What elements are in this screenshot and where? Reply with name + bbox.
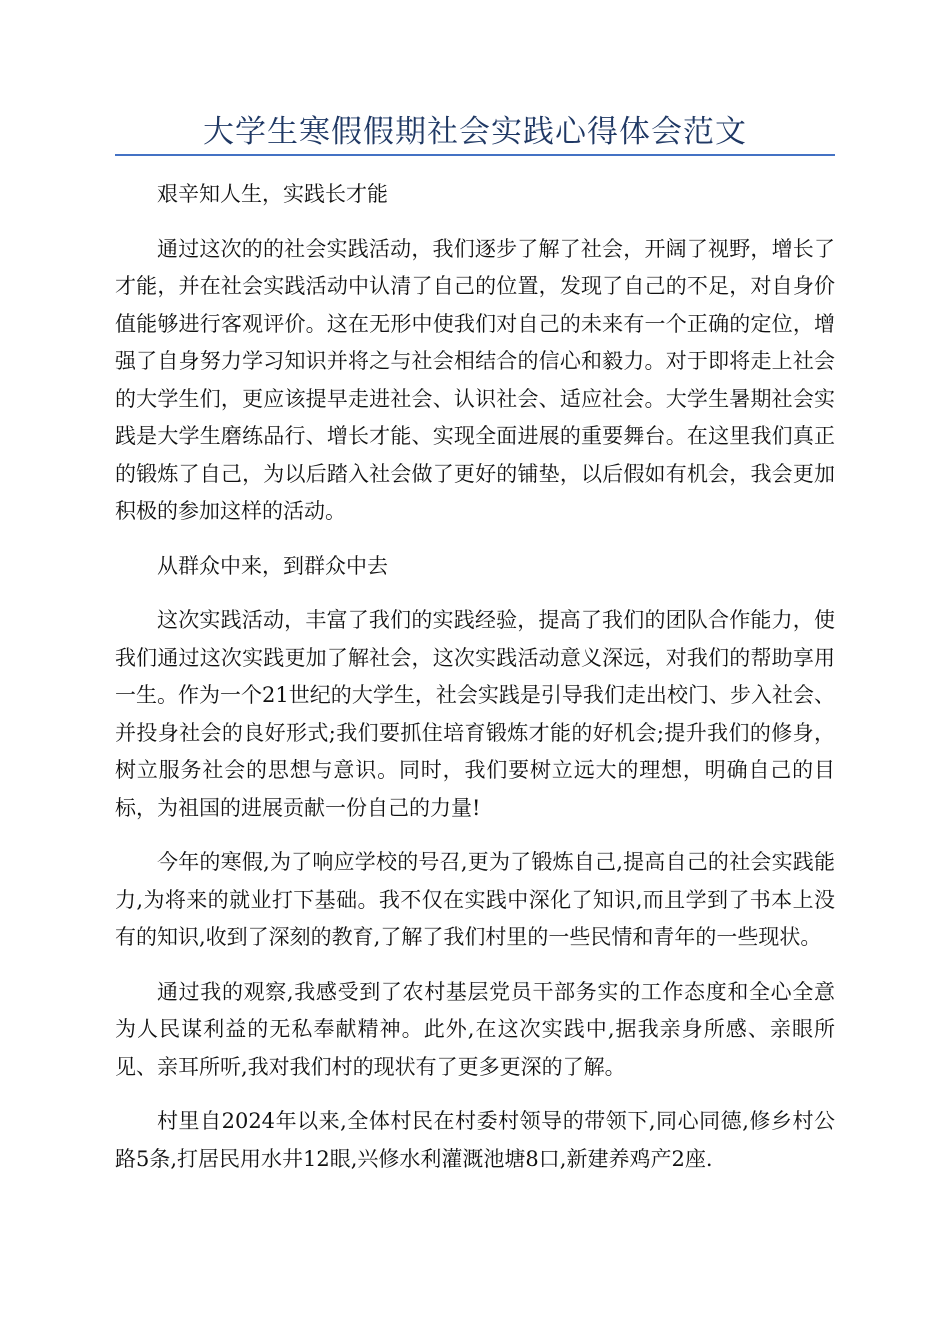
paragraph: 这次实践活动，丰富了我们的实践经验，提高了我们的团队合作能力，使我们通过这次实践更加了解社会，这次实践活动意义深远，对我们的帮助享用一生。作为一个21世纪的大学生，社会实践是引导我们走出校门、步入社会、并投身社会的良好形式;我们要抓住培育锻炼才能的好机会;提升我们的修身，树立服务社会的思想与意识。同时，我们要树立远大的理想，明确自己的目标，为祖国的进展贡献一份自己的力量! (115, 608, 835, 820)
paragraph: 通过这次的的社会实践活动，我们逐步了解了社会，开阔了视野，增长了才能，并在社会实践活动中认清了自己的位置，发现了自己的不足，对自身价值能够进行客观评价。这在无形中使我们对自己的未来有一个正确的定位，增强了自身努力学习知识并将之与社会相结合的信心和毅力。对于即将走上社会的大学生们，更应该提早走进社会、认识社会、适应社会。大学生暑期社会实践是大学生磨练品行、增长才能、实现全面进展的重要舞台。在这里我们真正的锻炼了自己，为以后踏入社会做了更好的铺垫，以后假如有机会，我会更加积极的参加这样的活动。 (115, 236, 835, 523)
section-heading: 艰辛知人生，实践长才能 (157, 182, 388, 206)
section-heading: 从群众中来，到群众中去 (157, 553, 388, 578)
paragraph: 村里自2024年以来,全体村民在村委村领导的带领下,同心同德,修乡村公路5条,打居民用水井12眼,兴修水利灌溉池塘8口,新建养鸡产2座. (115, 1109, 835, 1171)
paragraph: 今年的寒假,为了响应学校的号召,更为了锻炼自己,提高自己的社会实践能力,为将来的就业打下基础。我不仅在实践中深化了知识,而且学到了书本上没有的知识,收到了深刻的教育,了解了我们村里的一些民情和青年的一些现状。 (115, 850, 835, 949)
paragraph: 通过我的观察,我感受到了农村基层党员干部务实的工作态度和全心全意为人民谋利益的无私奉献精神。此外,在这次实践中,据我亲身所感、亲眼所见、亲耳所听,我对我们村的现状有了更多更深的了解。 (115, 979, 835, 1079)
document-body (115, 176, 835, 1195)
title-underline (115, 154, 835, 156)
document-title: 大学生寒假假期社会实践心得体会范文 (203, 114, 747, 150)
